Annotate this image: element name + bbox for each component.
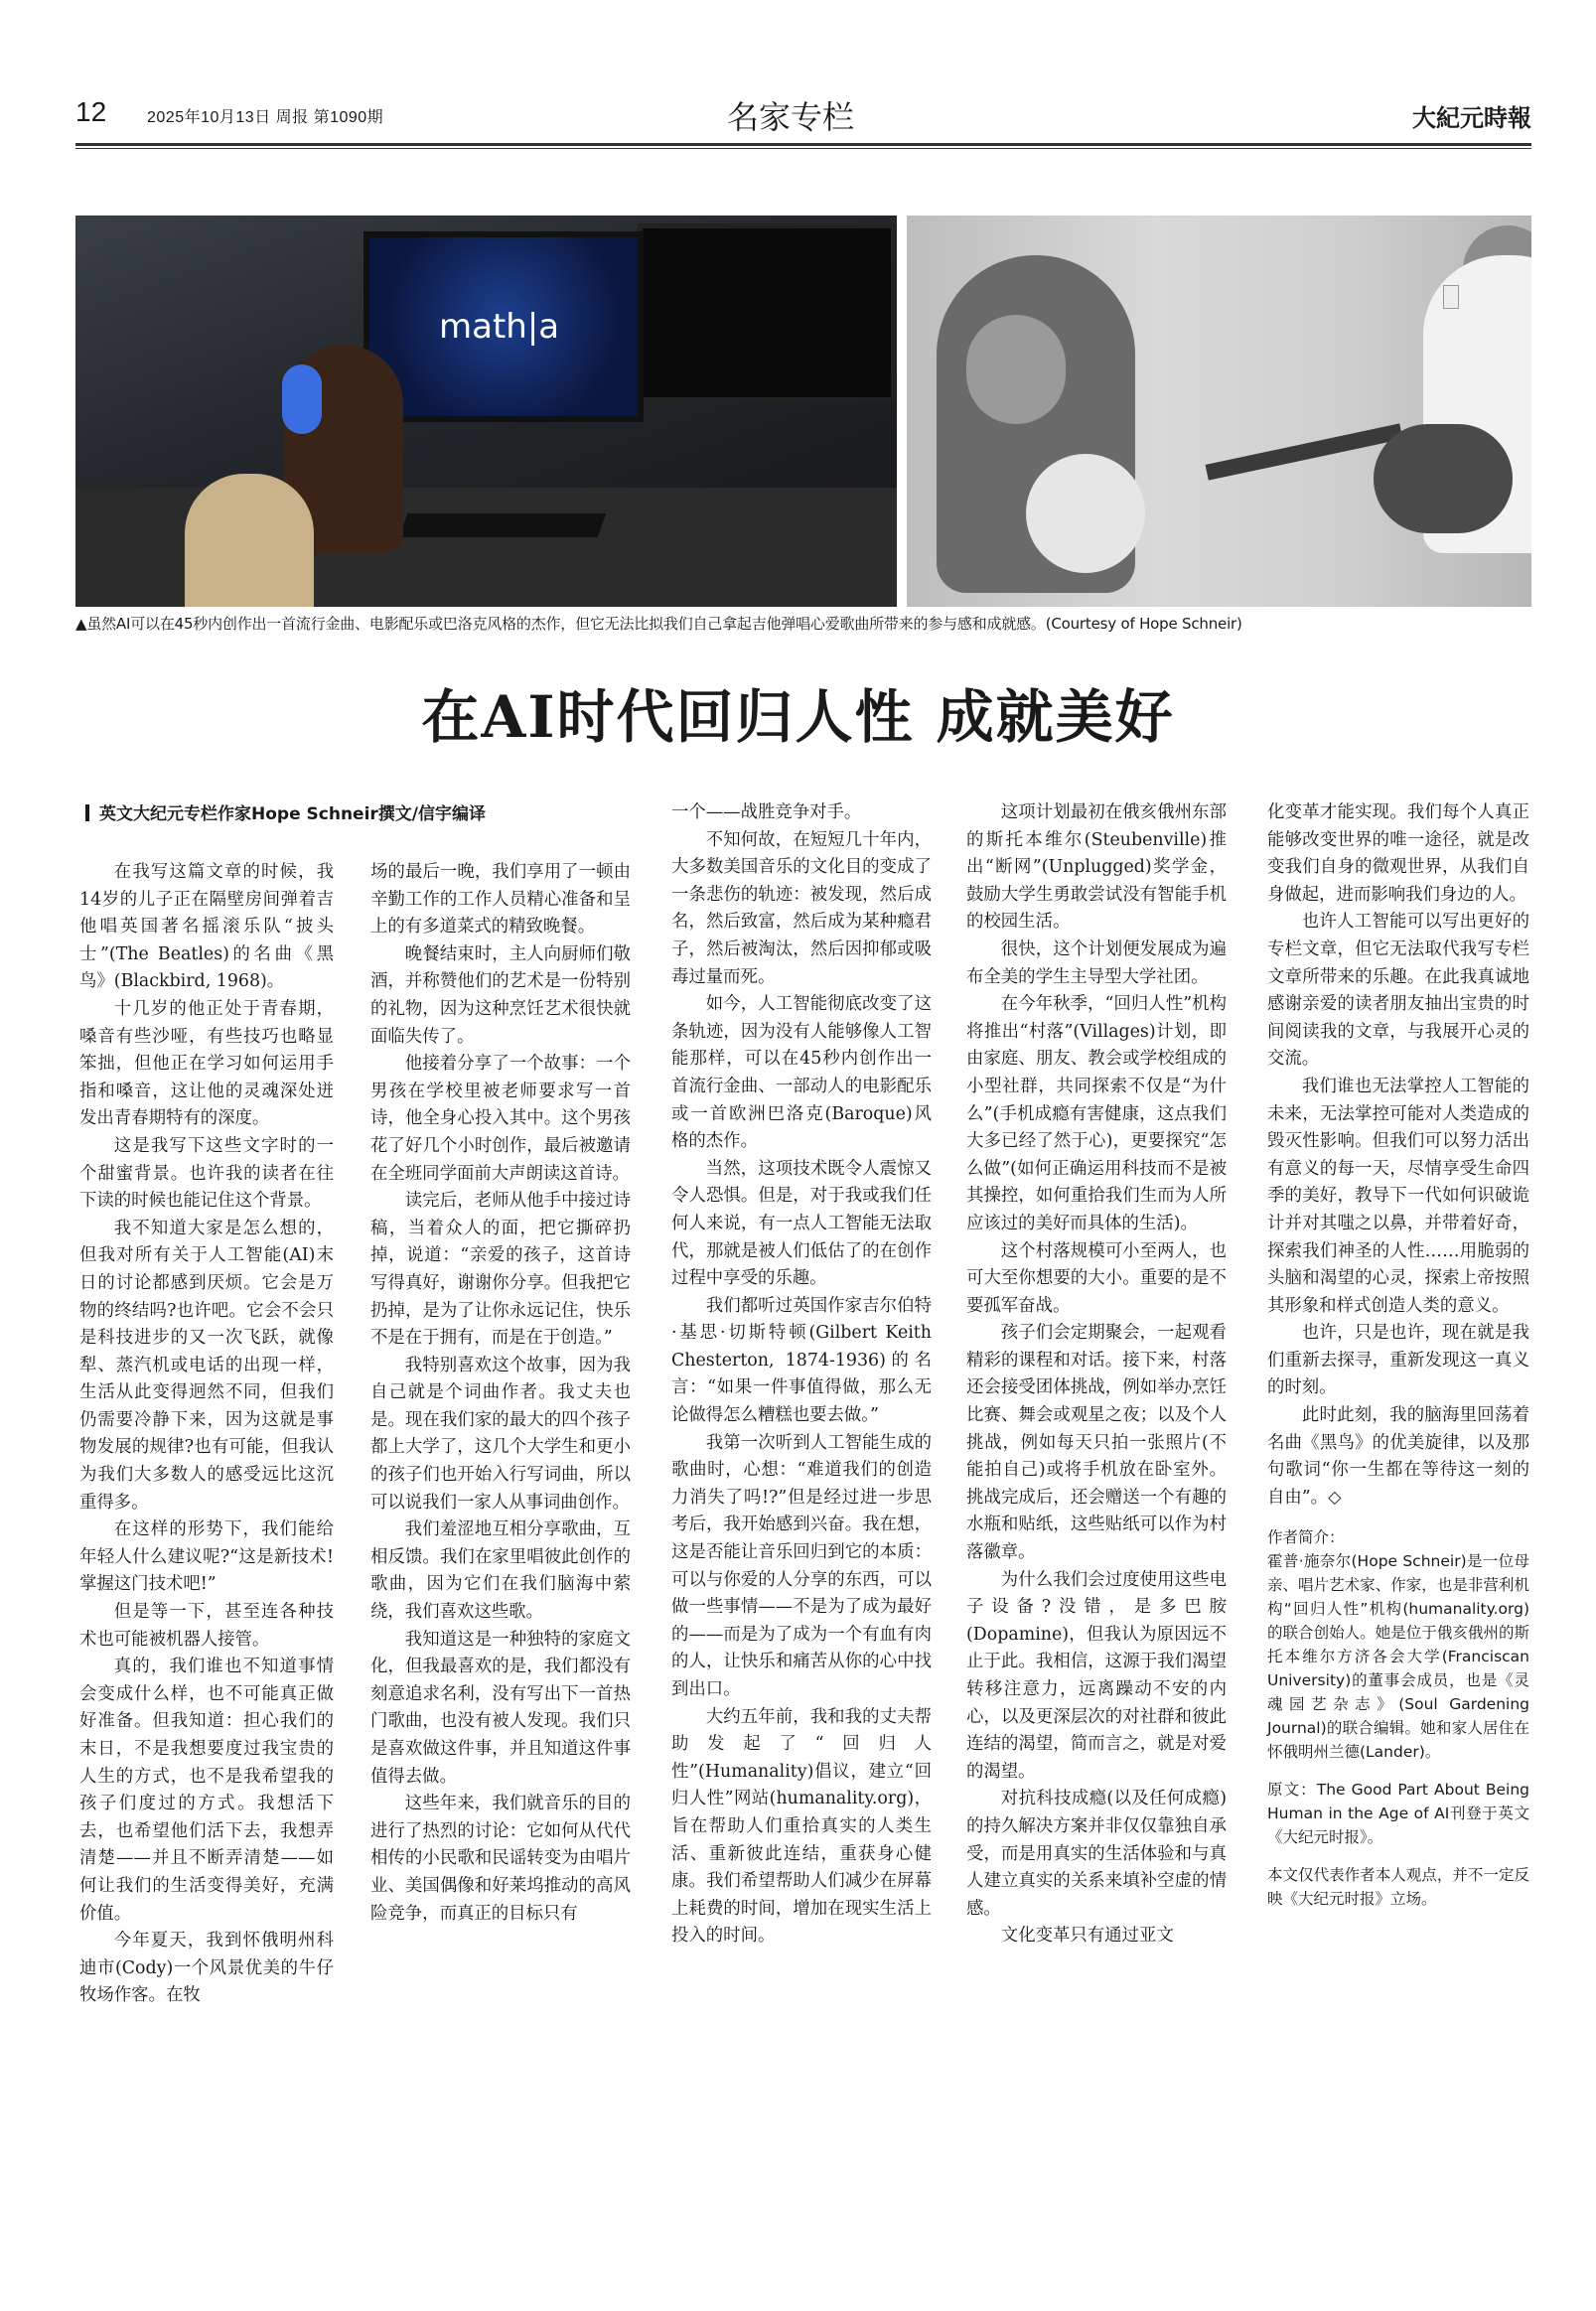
paragraph: 一个——战胜竞争对手。 — [671, 802, 862, 822]
paragraph: 化变革才能实现。我们每个人真正能够改变世界的唯一途径，就是改变我们自身的微观世界，从我们自身做起，进而影响我们身边的人。 — [1267, 802, 1529, 905]
paragraph: 这个村落规模可小至两人，也可大至你想要的大小。重要的是不要孤军奋战。 — [966, 1240, 1227, 1316]
paragraph: 在这样的形势下，我们能给年轻人什么建议呢?“这是新技术!掌握这门技术吧!” — [79, 1519, 334, 1595]
headphones-icon — [282, 364, 322, 434]
paragraph: 此时此刻，我的脑海里回荡着名曲《黑鸟》的优美旋律，以及那句歌词“你一生都在等待这一刻的自由”。◇ — [1267, 1405, 1529, 1508]
girl-face — [966, 315, 1066, 424]
paragraph: 这是我写下这些文字时的一个甜蜜背景。也许我的读者在往下读的时候也能记住这个背景。 — [79, 1135, 334, 1212]
paragraph: 如今，人工智能彻底改变了这条轨迹，因为没有人能够像人工智能那样，可以在45秒内创作出一首流行金曲、一部动人的电影配乐或一首欧洲巴洛克(Baroque)风格的杰作。 — [671, 994, 932, 1152]
source-note: 原文：The Good Part About Being Human in the Age of AI刊登于英文《大纪元时报》。 — [1267, 1781, 1529, 1847]
issue-date: 2025年10月13日 周报 第1090期 — [147, 109, 384, 126]
guitar-icon — [1374, 424, 1513, 533]
computer-monitor — [363, 231, 644, 422]
paragraph: 当然，这项技术既令人震惊又令人恐惧。但是，对于我或我们任何人来说，有一点人工智能无法取代，那就是被人们低估了的在创作过程中享受的乐趣。 — [671, 1158, 932, 1289]
column-5 — [1267, 799, 1529, 1925]
paragraph: 真的，我们谁也不知道事情会变成什么样，也不可能真正做好准备。但我知道：担心我们的末日，不是我想要度过我宝贵的人生的方式，也不是我希望我的孩子们度过的方式。我想活下去，也希望他们活下去，我想弄清楚——并且不断弄清楚——如何让我们的生活变得美好，充满价值。 — [79, 1657, 334, 1924]
paragraph: 场的最后一晚，我们享用了一顿由辛勤工作的工作人员精心准备和呈上的有多道菜式的精致晚餐。 — [370, 862, 631, 938]
bio-text: 霍普·施奈尔(Hope Schneir)是一位母亲、唱片艺术家、作家，也是非营利机构“回归人性”机构(humanality.org)的联合创始人。她是位于俄亥俄州的斯托本维尔方济各会大学(Franciscan University)的董事会成员，也是《灵魂园艺杂志》(Soul Gardening Journal)的联合编辑。她和家人居住在怀俄明州兰德(Lander)。 — [1267, 1552, 1529, 1762]
paragraph: 我们都听过英国作家吉尔伯特·基思·切斯特顿(Gilbert Keith Chesterton, 1874-1936)的名言：“如果一件事值得做，那么无论做得怎么糟糕也要去做。” — [671, 1295, 932, 1426]
paragraph: 我特别喜欢这个故事，因为我自己就是个词曲作者。我丈夫也是。现在我们家的最大的四个孩子都上大学了，这几个大学生和更小的孩子们也开始入行写词曲，所以可以说我们一家人从事词曲创作。 — [370, 1355, 631, 1513]
paragraph: 这些年来，我们就音乐的目的进行了热烈的讨论：它如何从代代相传的小民歌和民谣转变为由唱片业、美国偶像和好莱坞推动的高风险竞争，而真正的目标只有 — [370, 1794, 631, 1924]
paragraph: 也许人工智能可以写出更好的专栏文章，但它无法取代我写专栏文章所带来的乐趣。在此我真诚地感谢亲爱的读者朋友抽出宝贵的时间阅读我的文章，与我展开心灵的交流。 — [1267, 912, 1529, 1070]
paragraph: 晚餐结束时，主人向厨师们敬酒，并称赞他们的艺术是一份特别的礼物，因为这种烹饪艺术很快就面临失传了。 — [370, 943, 631, 1047]
baby-figure — [1026, 454, 1145, 573]
paragraph: 这项计划最初在俄亥俄州东部的斯托本维尔(Steubenville)推出“断网”(Unplugged)奖学金，鼓励大学生勇敢尝试没有智能手机的校园生活。 — [966, 802, 1227, 933]
masthead-logo: 大紀元時報 — [1412, 103, 1531, 132]
byline: 英文大纪元专栏作家Hope Schneir撰文/信宇编译 — [85, 799, 486, 824]
keyboard — [399, 513, 607, 537]
photo-caption: ▲虽然AI可以在45秒内创作出一首流行金曲、电影配乐或巴洛克风格的杰作，但它无法比拟我们自己拿起吉他弹唱心爱歌曲所带来的参与感和成就感。(Courtesy of Hope Schneir) — [75, 615, 1242, 633]
paragraph: 今年夏天，我到怀俄明州科迪市(Cody)一个风景优美的牛仔牧场作客。在牧 — [79, 1931, 334, 2006]
screen-logo: math|a — [439, 307, 560, 347]
paragraph: 我们谁也无法掌控人工智能的未来，无法掌控可能对人类造成的毁灭性影响。但我们可以努力活出有意义的每一天，尽情享受生命四季的美好，教导下一代如何识破诡计并对其嗤之以鼻，并带着好奇，探索我们神圣的人性……用脆弱的头脑和渴望的心灵，探索上帝按照其形象和样式创造人类的意义。 — [1267, 1076, 1529, 1316]
paragraph: 十几岁的他正处于青春期，嗓音有些沙哑，有些技巧也略显笨拙，但他正在学习如何运用手指和嗓音，这让他的灵魂深处迸发出青春期特有的深度。 — [79, 998, 334, 1129]
paragraph: 他接着分享了一个故事：一个男孩在学校里被老师要求写一首诗，他全身心投入其中。这个男孩花了好几个小时创作，最后被邀请在全班同学面前大声朗读这首诗。 — [370, 1054, 631, 1184]
author-bio — [1267, 1525, 1529, 1911]
paragraph: 我不知道大家是怎么想的，但我对所有关于人工智能(AI)末日的讨论都感到厌烦。它会是万物的终结吗?也许吧。它会不会只是科技进步的又一次飞跃，就像犁、蒸汽机或电话的出现一样，生活从此变得迥然不同，但我们仍需要冷静下来，因为这就是事物发展的规律?也有可能，但我认为我们大多数人的感受远比这沉重得多。 — [79, 1218, 334, 1513]
child-figure — [185, 474, 314, 607]
background-monitor — [638, 223, 896, 402]
photo-classroom-computers — [75, 216, 897, 607]
paragraph: 在我写这篇文章的时候，我14岁的儿子正在隔壁房间弹着吉他唱英国著名摇滚乐队“披头士”(The Beatles)的名曲《黑鸟》(Blackbird, 1968)。 — [79, 862, 334, 992]
paragraph: 对抗科技成瘾(以及任何成瘾)的持久解决方案并非仅仅靠独自承受，而是用真实的生活体验和与真人建立真实的关系来填补空虚的情感。 — [966, 1789, 1227, 1919]
paragraph: 在今年秋季，“回归人性”机构将推出“村落”(Villages)计划，即由家庭、朋友、教会或学校组成的小型社群，共同探索不仅是“为什么”(手机成瘾有害健康，这点我们大多已经了然于心)，更要探究“怎么做”(如何正确运用科技而不是被其操控，如何重拾我们生而为人所应该过的美好而具体的生活)。 — [966, 994, 1227, 1233]
photo-guitar-family — [907, 216, 1531, 607]
paragraph: 我知道这是一种独特的家庭文化，但我最喜欢的是，我们都没有刻意追求名利，没有写出下一首热门歌曲，也没有被人发现。我们只是喜欢做这件事，并且知道这件事值得去做。 — [370, 1629, 631, 1787]
column-1 — [79, 859, 334, 2010]
page-number: 12 — [75, 96, 107, 127]
article-headline: 在AI时代回归人性 成就美好 — [421, 683, 1175, 751]
column-3 — [671, 799, 932, 1950]
page-header — [75, 96, 1531, 136]
paragraph: 读完后，老师从他手中接过诗稿，当着众人的面，把它撕碎扔掉，说道：“亲爱的孩子，这首诗写得真好，谢谢你分享。但我把它扔掉，是为了让你永远记住，快乐不是在于拥有，而是在于创造。” — [370, 1191, 631, 1349]
paragraph: 孩子们会定期聚会，一起观看精彩的课程和对话。接下来，村落还会接受团体挑战，例如举办烹饪比赛、舞会或观星之夜；以及个人挑战，例如每天只拍一张照片(不能拍自己)或将手机放在卧室外。挑战完成后，还会赠送一个有趣的水瓶和贴纸，这些贴纸可以作为村落徽章。 — [966, 1323, 1227, 1563]
wall-outlet — [1443, 285, 1459, 309]
paragraph: 很快，这个计划便发展成为遍布全美的学生主导型大学社团。 — [966, 939, 1227, 987]
bio-heading: 作者简介： — [1267, 1528, 1345, 1547]
column-4 — [966, 799, 1227, 1950]
paragraph: 文化变革只有通过亚文 — [1000, 1926, 1174, 1947]
paragraph: 我第一次听到人工智能生成的歌曲时，心想：“难道我们的创造力消失了吗!?”但是经过进一步思考后，我开始感到兴奋。我在想，这是否能让音乐回归到它的本质：可以与你爱的人分享的东西，可以做一些事情——不是为了成为最好的——而是为了成为一个有血有肉的人，让快乐和痛苦从你的心中找到出口。 — [671, 1432, 932, 1699]
column-2 — [370, 859, 631, 1928]
paragraph: 但是等一下，甚至连各种技术也可能被机器人接管。 — [79, 1602, 334, 1650]
paragraph: 不知何故，在短短几十年内，大多数美国音乐的文化目的变成了一条悲伤的轨迹：被发现，然后成名，然后致富，然后成为某种瘾君子，然后被淘汰，然后因抑郁或吸毒过量而死。 — [671, 829, 932, 987]
paragraph: 我们羞涩地互相分享歌曲，互相反馈。我们在家里唱彼此创作的歌曲，因为它们在我们脑海中萦绕，我们喜欢这些歌。 — [370, 1519, 631, 1623]
paragraph: 大约五年前，我和我的丈夫帮助发起了“回归人性”(Humanality)倡议，建立“回归人性”网站(humanality.org)，旨在帮助人们重拾真实的人类生活、重新彼此连结，重获身心健康。我们希望帮助人们减少在屏幕上耗费的时间，增加在现实生活上投入的时间。 — [671, 1706, 932, 1947]
section-title: 名家专栏 — [727, 98, 855, 136]
paragraph: 为什么我们会过度使用这些电子设备?没错，是多巴胺(Dopamine)，但我认为原因远不止于此。我相信，这源于我们渴望转移注意力，远离躁动不安的内心，以及更深层次的对社群和彼此连结的渴望，简而言之，就是对爱的渴望。 — [966, 1569, 1227, 1782]
header-rule — [75, 143, 1531, 146]
paragraph: 也许，只是也许，现在就是我们重新去探寻，重新发现这一真义的时刻。 — [1267, 1323, 1529, 1398]
disclaimer: 本文仅代表作者本人观点，并不一定反映《大纪元时报》立场。 — [1267, 1866, 1529, 1909]
header-rule-thin — [75, 148, 1531, 149]
